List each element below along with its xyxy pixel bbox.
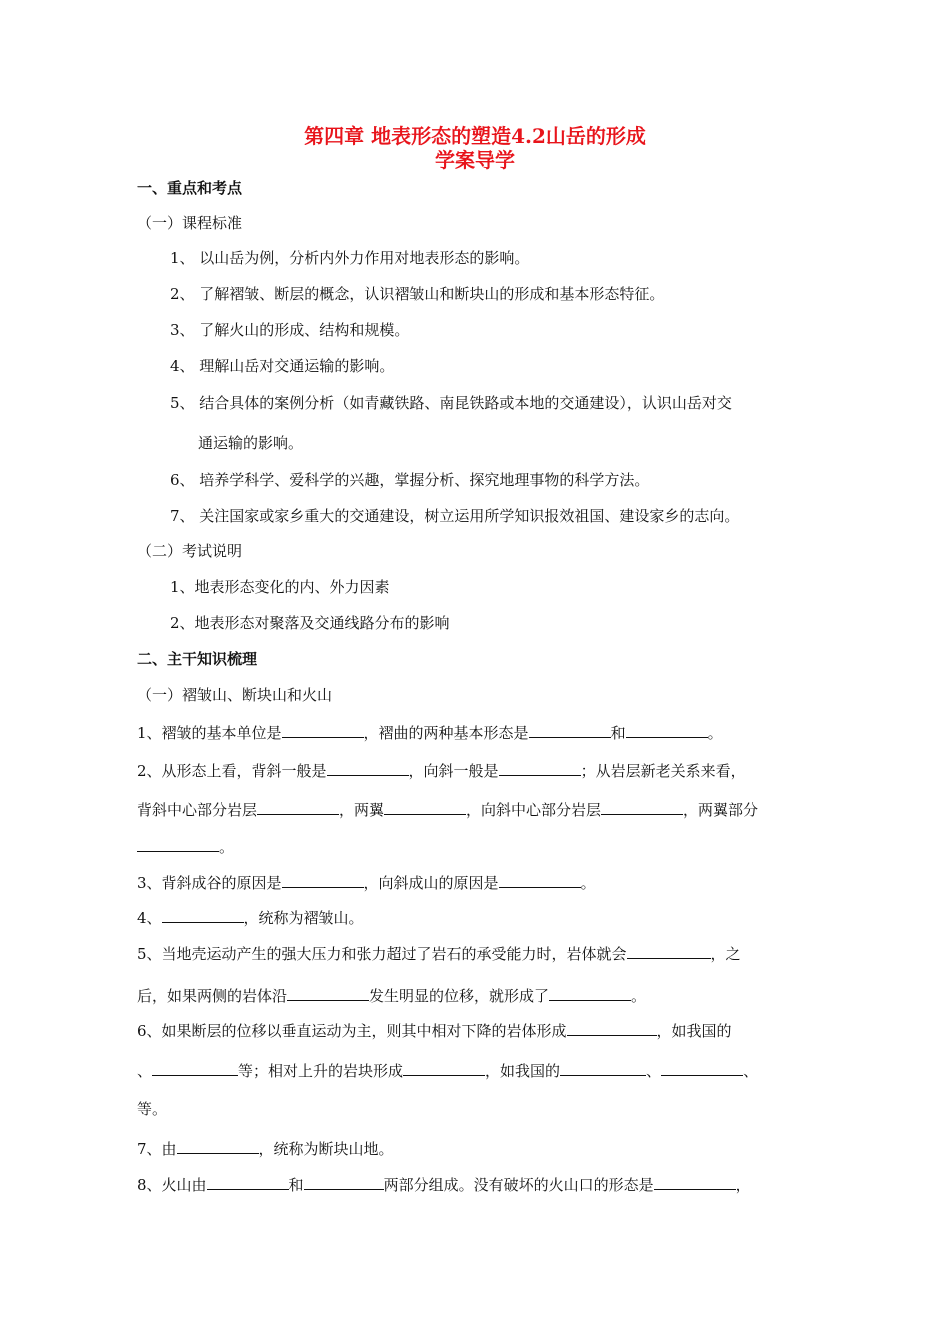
question-6-line-1: 6、如果断层的位移以垂直运动为主，则其中相对下降的岩体形成 ，如我国的 — [137, 1019, 732, 1041]
fill-blank — [207, 1173, 289, 1190]
question-8: 8、火山由 和 两部分组成。没有破坏的火山口的形态是 ， — [137, 1173, 751, 1195]
curriculum-item-4: 4、 理解山岳对交通运输的影响。 — [170, 357, 395, 375]
question-2-line-2: 背斜中心部分岩层 ，两翼 ，向斜中心部分岩层 ，两翼部分 — [137, 798, 758, 820]
fill-blank — [626, 721, 708, 738]
curriculum-item-6: 6、 培养学科学、爱科学的兴趣，掌握分析、探究地理事物的科学方法。 — [170, 471, 650, 489]
curriculum-item-5-continued: 通运输的影响。 — [198, 434, 304, 452]
fill-blank — [499, 759, 581, 776]
exam-item-2: 2、地表形态对聚落及交通线路分布的影响 — [170, 614, 450, 632]
question-5-line-2: 后，如果两侧的岩体沿 发生明显的位移，就形成了 。 — [137, 984, 646, 1006]
subsection-heading-mountains: （一）褶皱山、断块山和火山 — [137, 686, 333, 704]
fill-blank — [529, 721, 611, 738]
fill-blank — [162, 906, 244, 923]
question-7: 7、由 ，统称为断块山地。 — [137, 1137, 394, 1159]
question-4: 4、 ，统称为褶皱山。 — [137, 906, 364, 928]
document-subtitle: 学案导学 — [435, 148, 515, 172]
fill-blank — [661, 1059, 743, 1076]
fill-blank — [627, 942, 711, 959]
question-6-line-3: 等。 — [137, 1100, 168, 1118]
curriculum-item-7: 7、 关注国家或家乡重大的交通建设，树立运用所学知识报效祖国、建设家乡的志向。 — [170, 507, 740, 525]
question-2-line-1: 2、从形态上看，背斜一般是 ，向斜一般是 ；从岩层新老关系来看， — [137, 759, 746, 781]
fill-blank — [560, 1059, 646, 1076]
fill-blank — [567, 1019, 657, 1036]
fill-blank — [152, 1059, 238, 1076]
subsection-heading-exam: （二）考试说明 — [137, 542, 243, 560]
fill-blank — [257, 798, 339, 815]
curriculum-item-2: 2、 了解褶皱、断层的概念，认识褶皱山和断块山的形成和基本形态特征。 — [170, 285, 665, 303]
fill-blank — [282, 721, 364, 738]
fill-blank — [403, 1059, 485, 1076]
fill-blank — [384, 798, 466, 815]
curriculum-item-3: 3、 了解火山的形成、结构和规模。 — [170, 321, 410, 339]
fill-blank — [282, 871, 364, 888]
document-title: 第四章 地表形态的塑造4.2山岳的形成 — [304, 124, 646, 148]
fill-blank — [654, 1173, 736, 1190]
question-5-line-1: 5、当地壳运动产生的强大压力和张力超过了岩石的承受能力时，岩体就会 ，之 — [137, 942, 741, 964]
curriculum-item-1: 1、 以山岳为例，分析内外力作用对地表形态的影响。 — [170, 249, 530, 267]
exam-item-1: 1、地表形态变化的内、外力因素 — [170, 578, 390, 596]
fill-blank — [549, 984, 631, 1001]
fill-blank — [287, 984, 369, 1001]
question-1: 1、褶皱的基本单位是 ，褶曲的两种基本形态是 和 。 — [137, 721, 723, 743]
section-heading-knowledge: 二、主干知识梳理 — [137, 650, 258, 668]
fill-blank — [499, 871, 581, 888]
fill-blank — [304, 1173, 384, 1190]
fill-blank — [327, 759, 409, 776]
fill-blank — [137, 835, 219, 852]
fill-blank — [177, 1137, 259, 1154]
question-2-line-3: 。 — [137, 835, 234, 857]
question-6-line-2: 、 等；相对上升的岩块形成 ，如我国的 、 、 — [137, 1059, 758, 1081]
fill-blank — [601, 798, 683, 815]
question-3: 3、背斜成谷的原因是 ，向斜成山的原因是 。 — [137, 871, 596, 893]
subsection-heading-curriculum: （一）课程标准 — [137, 214, 243, 232]
section-heading-key-points: 一、重点和考点 — [137, 179, 243, 197]
curriculum-item-5: 5、 结合具体的案例分析（如青藏铁路、南昆铁路或本地的交通建设），认识山岳对交 — [170, 394, 732, 412]
